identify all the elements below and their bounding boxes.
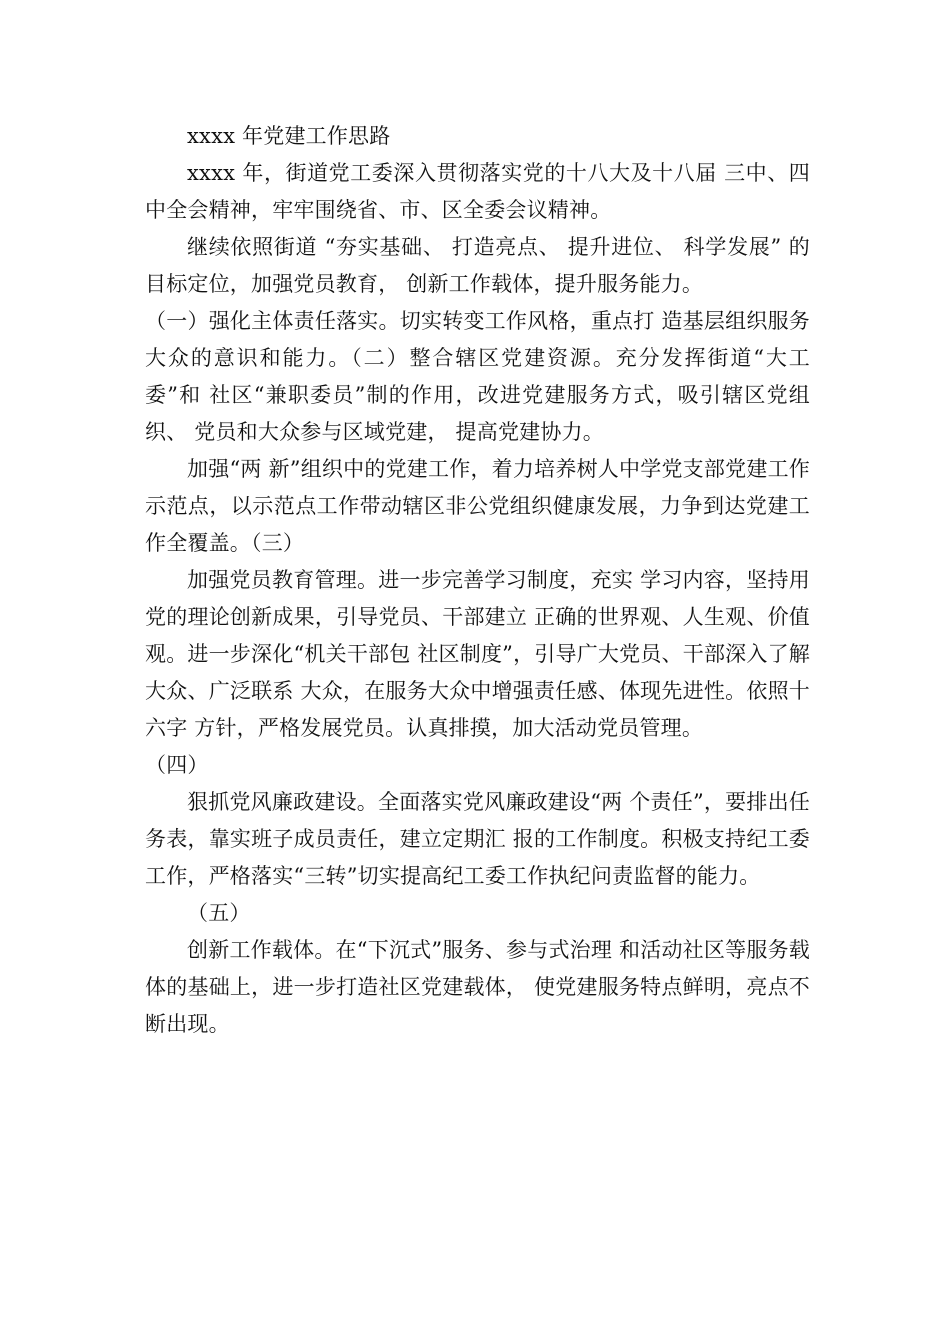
paragraph-education: 加强党员教育管理。进一步完善学习制度，充实 学习内容，坚持用党的理论创新成果，引导党员、干部建立 正确的世界观、人生观、价值观。进一步深化“机关干部包 社区制度”，引导广大党员、干部深入了解大众、广泛联系 大众，在服务大众中增强责任感、体现先进性。依照十六字 方针，严格发展党员。认真排摸，加大活动党员管理。 xyxy=(145,568,810,740)
paragraph-integrity: 狠抓党风廉政建设。全面落实党风廉政建设“两 个责任”，要排出任务表，靠实班子成员责任，建立定期汇 报的工作制度。积极支持纪工委工作，严格落实“三转”切实提高纪工委工作执纪问责监督的能力。 xyxy=(145,790,810,888)
document-body xyxy=(145,118,810,1043)
paragraph-two-new: 加强“两 新”组织中的党建工作，着力培养树人中学党支部党建工作 示范点，以示范点工作带动辖区非公党组织健康发展，力争到达党建工作全覆盖。（三） xyxy=(145,457,810,555)
paragraph-section-one-two: （一）强化主体责任落实。切实转变工作风格，重点打 造基层组织服务大众的意识和能力。（二）整合辖区党建资源。充分发挥街道“大工委”和 社区“兼职委员”制的作用，改进党建服务方式，吸引辖区党组织、 党员和大众参与区域党建， 提高党建协力。 xyxy=(145,309,810,444)
document-title: xxxx 年党建工作思路 xyxy=(187,124,391,148)
paragraph-intro: xxxx 年，街道党工委深入贯彻落实党的十八大及十八届 三中、四中全会精神，牢牢围绕省、市、区全委会议精神。 xyxy=(145,161,810,222)
section-heading-four: （四） xyxy=(145,753,209,777)
paragraph-innovation: 创新工作载体。在“下沉式”服务、参与式治理 和活动社区等服务载体的基础上，进一步打造社区党建载体， 使党建服务特点鲜明，亮点不断出现。 xyxy=(145,938,810,1036)
paragraph-goals: 继续依照街道 “夯实基础、 打造亮点、 提升进位、 科学发展” 的目标定位，加强党员教育， 创新工作载体，提升服务能力。 xyxy=(145,235,810,296)
section-heading-five: （五） xyxy=(187,901,251,925)
